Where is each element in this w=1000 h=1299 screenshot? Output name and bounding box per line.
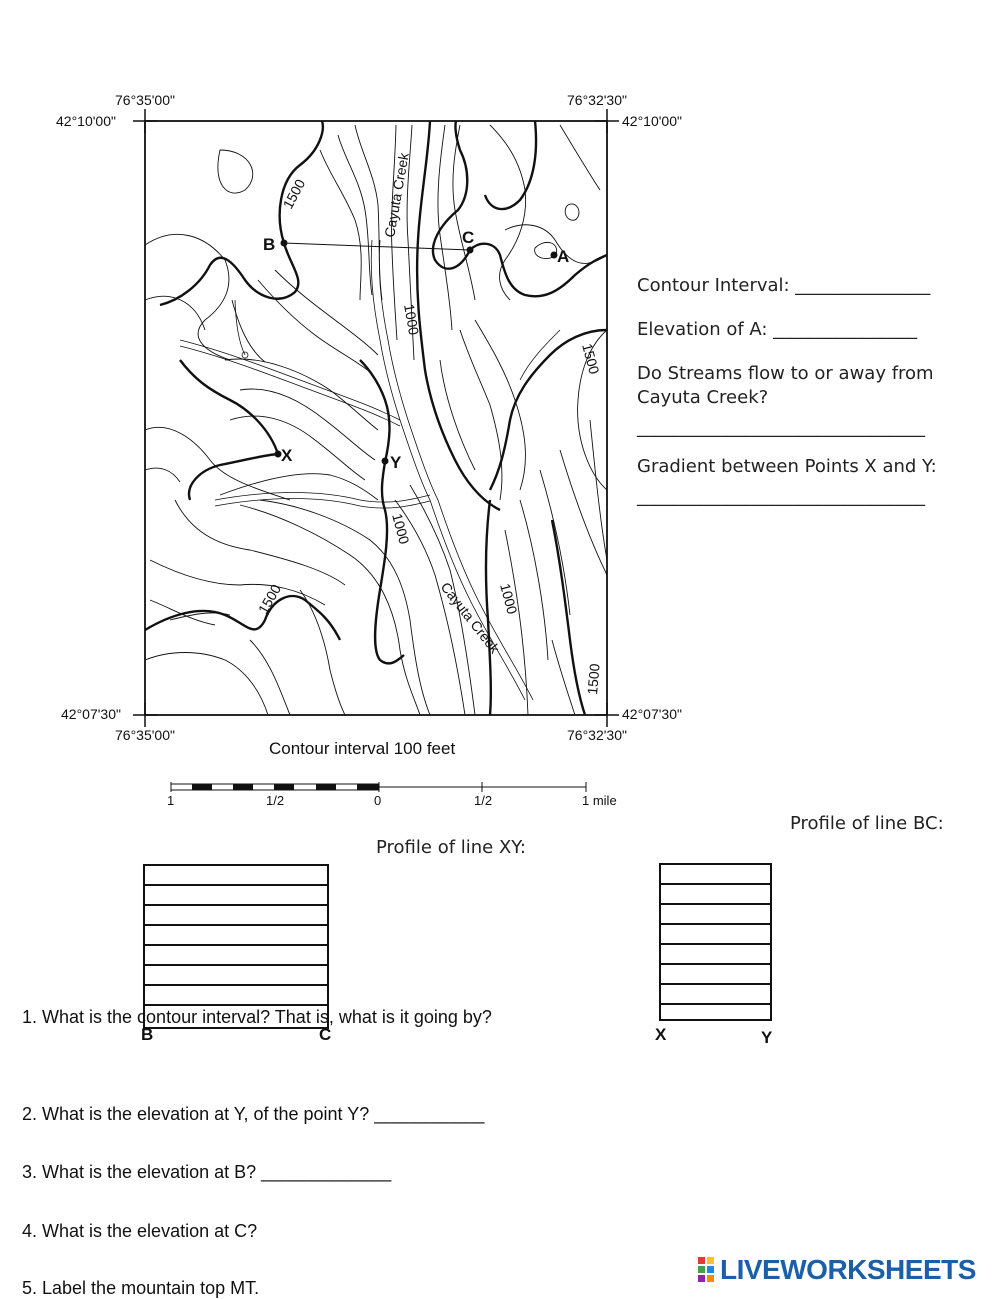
liveworksheets-logo <box>698 1254 998 1288</box>
coord-bottom-left-lon: 76°35'00" <box>115 727 175 743</box>
coord-bottom-right-lon: 76°32'30" <box>567 727 627 743</box>
question-5: 5. Label the mountain top MT. <box>22 1278 260 1298</box>
contour-interval-question: Contour Interval: _______________ <box>637 275 931 296</box>
contour-interval-caption: Contour interval 100 feet <box>269 739 456 758</box>
logo-text: LIVEWORKSHEETS <box>720 1254 976 1285</box>
contour-label-1500: 1500 <box>579 341 603 376</box>
scale-label-zero: 0 <box>374 793 382 808</box>
point-y-label: Y <box>390 453 402 472</box>
creek-label-upper: Cayuta Creek <box>381 151 412 239</box>
streams-answer-blank[interactable]: ________________________________ <box>637 417 925 438</box>
scale-bar <box>171 782 586 792</box>
coord-top-left-lon: 76°35'00" <box>115 92 175 108</box>
point-c-label: C <box>462 228 475 247</box>
scale-label-right: 1 mile <box>582 793 617 808</box>
gradient-question: Gradient between Points X and Y: <box>637 456 937 477</box>
profile-right-start-label: X <box>655 1025 667 1044</box>
profile-xy-label: Profile of line XY: <box>376 837 526 858</box>
profile-grid-bc[interactable] <box>143 864 329 1029</box>
coord-bottom-left-lat: 42°07'30" <box>61 706 121 722</box>
point-b-label: B <box>263 235 276 254</box>
profile-left-start-label: B <box>141 1025 154 1044</box>
question-3: 3. What is the elevation at B? _____________ <box>22 1162 392 1182</box>
question-1: 1. What is the contour interval? That is, what is it going by? <box>22 1007 492 1027</box>
contour-label-1000: 1000 <box>401 302 423 337</box>
profile-grid-xy[interactable] <box>659 863 772 1021</box>
scale-label-left: 1 <box>167 793 175 808</box>
contour-label-1000: 1000 <box>389 511 413 546</box>
question-2: 2. What is the elevation at Y, of the point Y? ___________ <box>22 1104 485 1124</box>
scale-label-half-right: 1/2 <box>474 793 493 808</box>
scale-label-half-left: 1/2 <box>266 793 285 808</box>
streams-question: Do Streams flow to or away from Cayuta Creek? <box>637 363 934 408</box>
coord-top-right-lat: 42°10'00" <box>622 113 682 129</box>
creek-label-lower: Cayuta Creek <box>437 578 503 657</box>
contour-label-1500: 1500 <box>584 662 603 696</box>
coord-top-right-lon: 76°32'30" <box>567 92 627 108</box>
contour-label-1500: 1500 <box>254 581 285 617</box>
contour-label-1500: 1500 <box>279 176 309 212</box>
coord-top-left-lat: 42°10'00" <box>56 113 116 129</box>
coord-bottom-right-lat: 42°07'30" <box>622 706 682 722</box>
point-x-label: X <box>281 446 293 465</box>
point-a-label: A <box>557 247 570 266</box>
contour-label-1000: 1000 <box>497 581 521 616</box>
profile-left-end-label: C <box>319 1025 332 1044</box>
gradient-answer-blank[interactable]: ________________________________ <box>637 486 925 507</box>
question-4: 4. What is the elevation at C? <box>22 1221 258 1241</box>
elevation-a-question: Elevation of A: ________________ <box>637 319 918 340</box>
profile-right-end-label: Y <box>761 1028 773 1047</box>
profile-bc-label: Profile of line BC: <box>790 813 944 834</box>
